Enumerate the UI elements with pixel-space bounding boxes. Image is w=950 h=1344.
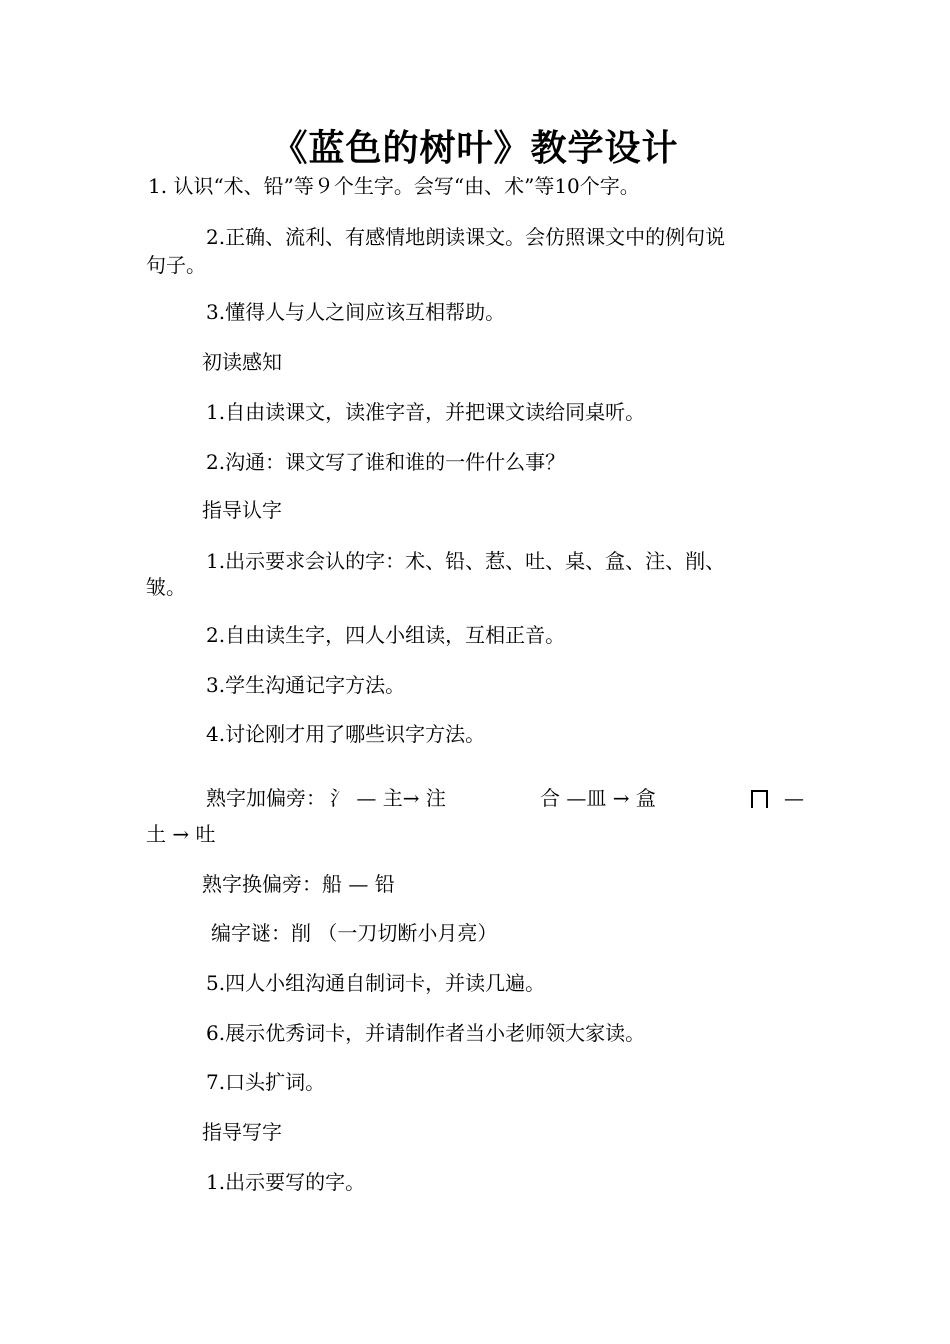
recognize-item-7: 7.口头扩词。 xyxy=(206,1070,326,1094)
heading-writing: 指导写字 xyxy=(202,1120,282,1144)
recognize-item-4: 4.讨论刚才用了哪些识字方法。 xyxy=(206,722,486,746)
objective-2-line1: 2.正确、流利、有感情地朗读课文。会仿照课文中的例句说 xyxy=(206,225,726,249)
objective-1: 1. 认识“术、铅”等９个生字。会写“由、术”等10个字。 xyxy=(148,174,640,198)
recognize-item-6: 6.展示优秀词卡，并请制作者当小老师领大家读。 xyxy=(206,1021,646,1045)
method-add-pair-3-line2: 土 → 吐 xyxy=(146,822,216,846)
method-swap: 熟字换偏旁：船 — 铅 xyxy=(202,872,395,896)
recognize-item-5: 5.四人小组沟通自制词卡，并读几遍。 xyxy=(206,971,546,995)
recognize-item-3: 3.学生沟通记字方法。 xyxy=(206,673,406,697)
recognize-item-1-line2: 皱。 xyxy=(146,575,186,599)
recognize-item-1-line1: 1.出示要求会认的字：术、铅、惹、吐、桌、盒、注、削、 xyxy=(206,549,726,573)
objective-2-line2: 句子。 xyxy=(146,253,206,277)
initial-reading-item-2: 2.沟通：课文写了谁和谁的一件什么事？ xyxy=(206,450,566,474)
document-title: 《蓝色的树叶》教学设计 xyxy=(271,127,679,169)
mouth-radical-icon xyxy=(751,790,768,808)
heading-initial-reading: 初读感知 xyxy=(202,350,282,374)
riddle: 编字谜：削 （一刀切断小月亮） xyxy=(211,921,498,945)
method-add-pair-2: 合 —皿 → 盒 xyxy=(540,786,656,810)
recognize-item-2: 2.自由读生字，四人小组读，互相正音。 xyxy=(206,623,566,647)
method-add-pair-3-tail: — xyxy=(784,786,804,810)
heading-recognize: 指导认字 xyxy=(202,498,282,522)
method-add-label: 熟字加偏旁： xyxy=(206,786,326,810)
writing-item-1: 1.出示要写的字。 xyxy=(206,1170,366,1194)
method-add-pair-1: 氵 — 主→ 注 xyxy=(330,786,446,810)
objective-3: 3.懂得人与人之间应该互相帮助。 xyxy=(206,300,506,324)
initial-reading-item-1: 1.自由读课文，读准字音，并把课文读给同桌听。 xyxy=(206,400,646,424)
